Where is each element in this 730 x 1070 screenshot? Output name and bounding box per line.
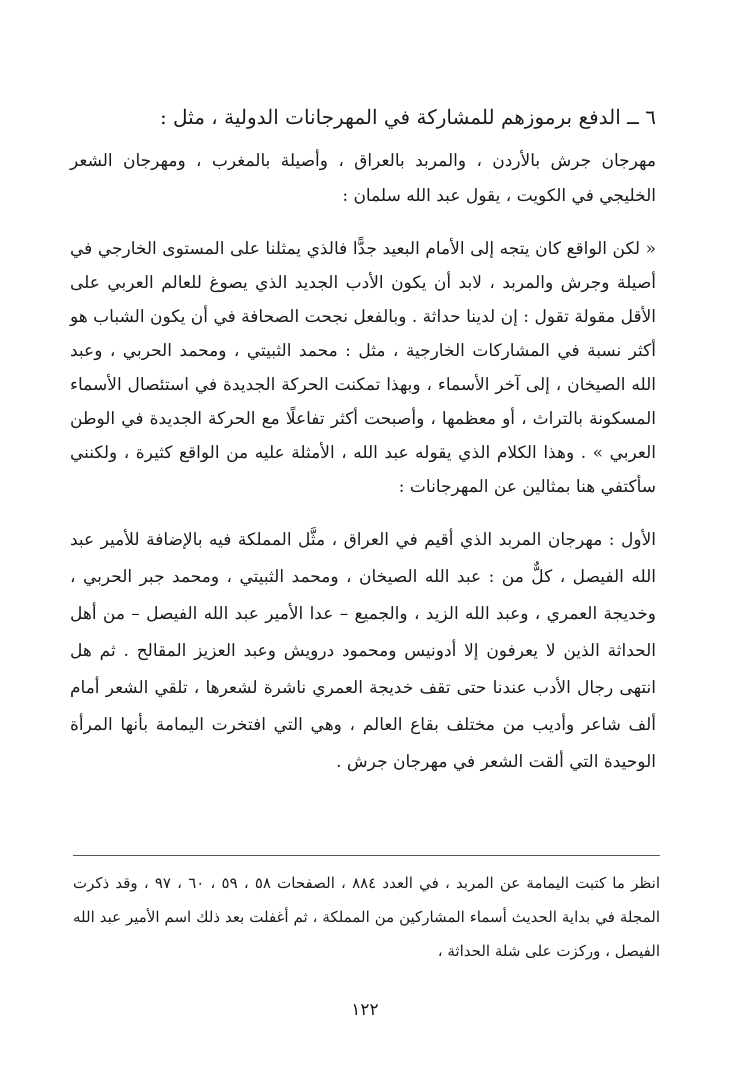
paragraph-mirbad-example: الأول : مهرجان المربد الذي أقيم في العراق ، مثَّل المملكة فيه بالإضافة للأمير عبد الله الفيصل ، كلٌّ من : عبد الله الصيخان ، ومحمد الثبيتي ، ومحمد جبر الحربي ، وخديجة العمري ، وعبد الله الزيد ، والجميع – عدا الأمير عبد الله الفيصل – من أهل الحداثة الذين لا يعرفون إلا أدونيس ومحمود درويش وعبد العزيز المقالح . ثم هل انتهى رجال الأدب عندنا حتى تقف خديجة العمري ناشرة لشعرها ، تلقي الشعر أمام ألف شاعر وأديب من مختلف بقاع العالم ، وهي التي افتخرت اليمامة بأنها المرأة الوحيدة التي ألقت الشعر في مهرجان جرش . xyxy=(70,530,656,772)
footnote-area xyxy=(73,866,660,968)
section-heading: ٦ ــ الدفع برموزهم للمشاركة في المهرجانات الدولية ، مثل : xyxy=(159,105,656,129)
footnote-divider xyxy=(73,855,660,856)
paragraph-festivals: مهرجان جرش بالأردن ، والمربد بالعراق ، وأصيلة بالمغرب ، ومهرجان الشعر الخليجي في الكويت ، يقول عبد الله سلمان : xyxy=(70,151,656,206)
paragraph-quote: « لكن الواقع كان يتجه إلى الأمام البعيد جدًّا فالذي يمثلنا على المستوى الخارجي في أصيلة وجرش والمربد ، لابد أن يكون الأدب الجديد الذي يصوغ للعالم العربي على الأقل مقولة تقول : إن لدينا حداثة . وبالفعل نجحت الصحافة في أن يكون الشباب هو أكثر نسبة في المشاركات الخارجية ، مثل : محمد الثبيتي ، ومحمد الحربي ، وعبد الله الصيخان ، إلى آخر الأسماء ، وبهذا تمكنت الحركة الجديدة في استئصال الأسماء المسكونة بالتراث ، أو معظمها ، وأصبحت أكثر تفاعلًا مع الحركة الجديدة في الوطن العربي » . وهذا الكلام الذي يقوله عبد الله ، الأمثلة عليه من الواقع كثيرة ، ولكنني سأكتفي هنا بمثالين عن المهرجانات : xyxy=(70,239,656,497)
footnote-text: انظر ما كتبت اليمامة عن المربد ، في العدد ٨٨٤ ، الصفحات ٥٨ ، ٥٩ ، ٦٠ ، ٩٧ ، وقد ذكرت المجلة في بداية الحديث أسماء المشاركين من المملكة ، ثم أغفلت بعد ذلك اسم الأمير عبد الله الفيصل ، وركزت على شلة الحداثة ، xyxy=(73,874,660,960)
page-number: ١٢٢ xyxy=(351,1000,379,1020)
